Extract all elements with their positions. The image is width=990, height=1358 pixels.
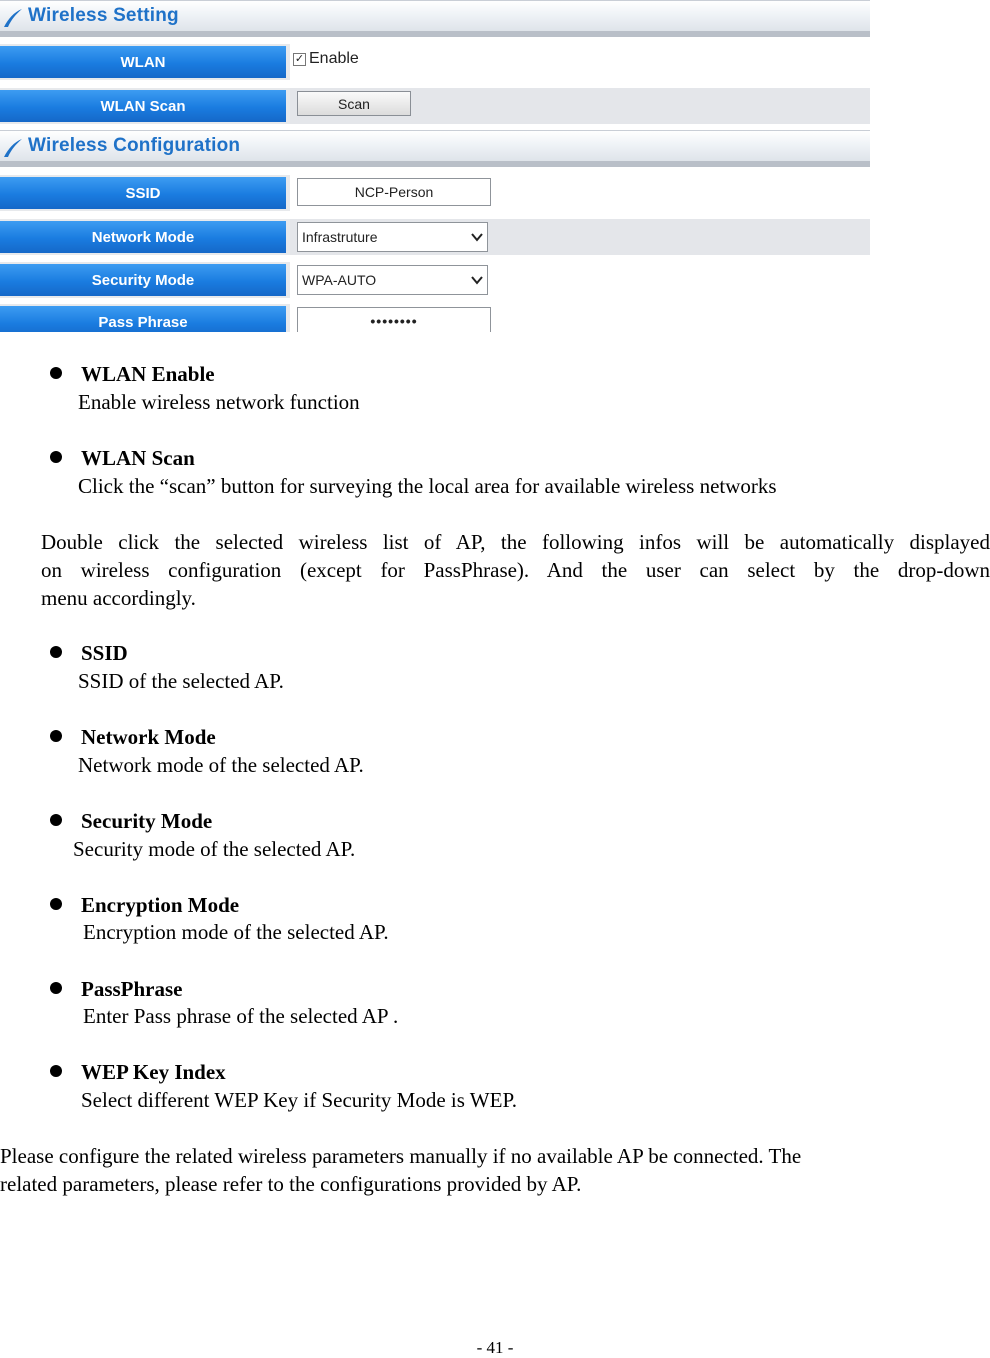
item-desc: Network mode of the selected AP. xyxy=(78,753,364,777)
item-heading: Security Mode xyxy=(81,809,213,833)
chevron-down-icon xyxy=(471,232,483,242)
swoosh-icon xyxy=(2,137,24,159)
item-heading: PassPhrase xyxy=(81,977,183,1001)
wlan-enable-checkbox[interactable] xyxy=(293,50,359,68)
item-desc: Enter Pass phrase of the selected AP . xyxy=(83,1004,399,1028)
bullet-icon xyxy=(50,646,62,658)
wireless-settings-screenshot xyxy=(0,0,870,332)
wlan-row xyxy=(0,44,870,80)
item-heading: WLAN Enable xyxy=(81,362,215,386)
item-heading: Encryption Mode xyxy=(81,893,240,917)
paragraph-line: related parameters, please refer to the configurations provided by AP. xyxy=(0,1172,582,1196)
ssid-input[interactable]: NCP-Person xyxy=(297,178,491,206)
network-mode-label: Network Mode xyxy=(0,221,286,253)
wireless-setting-header xyxy=(0,0,870,37)
item-heading: Network Mode xyxy=(81,725,216,749)
bullet-icon xyxy=(50,1065,62,1077)
paragraph-line: on wireless configuration (except for PassPhrase). And the user can select by the drop-down xyxy=(41,558,990,582)
bullet-icon xyxy=(50,367,62,379)
bullet-icon xyxy=(50,898,62,910)
network-mode-select[interactable] xyxy=(297,222,488,252)
paragraph-line: Please configure the related wireless parameters manually if no available AP be connected. The xyxy=(0,1144,802,1168)
bullet-icon xyxy=(50,814,62,826)
wireless-configuration-header xyxy=(0,130,870,167)
chevron-down-icon xyxy=(471,275,483,285)
bullet-icon xyxy=(50,982,62,994)
item-desc: SSID of the selected AP. xyxy=(78,669,284,693)
item-heading: WEP Key Index xyxy=(81,1060,226,1084)
pass-phrase-input[interactable]: •••••••• xyxy=(297,307,491,332)
paragraph-double-click xyxy=(41,528,990,612)
security-mode-label: Security Mode xyxy=(0,264,286,296)
security-mode-select[interactable] xyxy=(297,265,488,295)
ssid-row xyxy=(0,175,870,211)
security-mode-row xyxy=(0,262,870,298)
paragraph-line: Double click the selected wireless list of AP, the following infos will be automatically displayed xyxy=(41,530,990,554)
security-mode-value: WPA-AUTO xyxy=(302,272,377,288)
item-heading: SSID xyxy=(81,641,128,665)
network-mode-row xyxy=(0,219,870,255)
item-heading: WLAN Scan xyxy=(81,446,195,470)
pass-phrase-row xyxy=(0,304,870,332)
wlan-scan-row xyxy=(0,88,870,124)
item-desc: Click the “scan” button for surveying the local area for available wireless networks xyxy=(78,474,777,498)
ssid-label: SSID xyxy=(0,177,286,209)
pass-phrase-label: Pass Phrase xyxy=(0,306,286,332)
item-desc: Enable wireless network function xyxy=(78,390,360,414)
paragraph-line: menu accordingly. xyxy=(41,586,196,610)
network-mode-value: Infrastruture xyxy=(302,229,378,245)
wlan-label: WLAN xyxy=(0,46,286,78)
wireless-setting-title: Wireless Setting xyxy=(28,5,179,26)
checkmark-icon: ✓ xyxy=(294,53,305,65)
wlan-enable-label: Enable xyxy=(309,50,359,67)
scan-button[interactable]: Scan xyxy=(297,91,411,116)
item-desc: Encryption mode of the selected AP. xyxy=(83,920,389,944)
wireless-configuration-title: Wireless Configuration xyxy=(28,135,241,156)
swoosh-icon xyxy=(2,7,24,29)
page-number: - 41 - xyxy=(476,1338,514,1357)
bullet-icon xyxy=(50,730,62,742)
bullet-icon xyxy=(50,451,62,463)
wlan-scan-label: WLAN Scan xyxy=(0,90,286,122)
item-desc: Security mode of the selected AP. xyxy=(73,837,356,861)
item-desc: Select different WEP Key if Security Mode is WEP. xyxy=(81,1088,518,1112)
